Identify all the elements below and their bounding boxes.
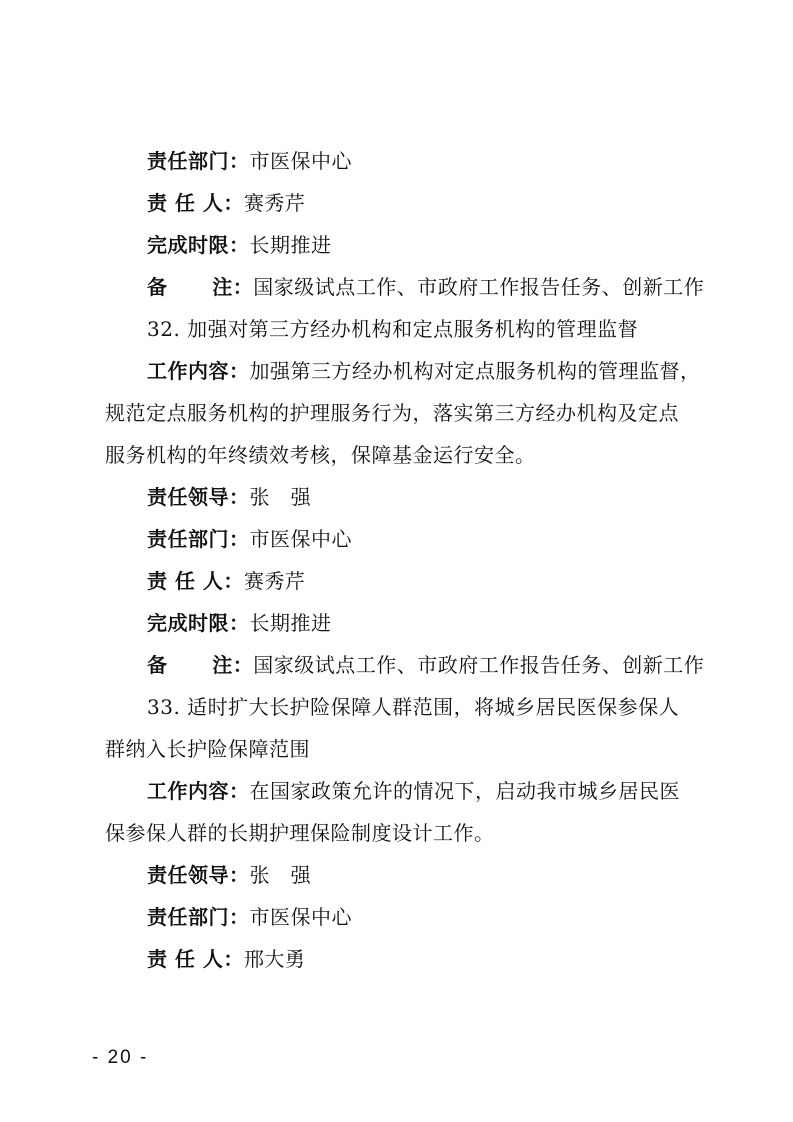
s32-deadline-value: 长期推进 bbox=[249, 611, 332, 635]
s32-content-line3: 服务机构的年终绩效考核，保障基金运行安全。 bbox=[105, 443, 536, 467]
s33-dept-label: 责任部门： bbox=[147, 905, 250, 929]
s31-person-label: 责 任 人： bbox=[147, 191, 244, 215]
s32-note-value: 国家级试点工作、市政府工作报告任务、创新工作 bbox=[253, 653, 705, 677]
s31-person-row bbox=[147, 190, 305, 216]
s31-person-value: 赛秀芹 bbox=[243, 191, 306, 215]
s31-deadline-label: 完成时限： bbox=[147, 233, 250, 257]
s32-person-value: 赛秀芹 bbox=[243, 569, 306, 593]
s33-content-line2: 保参保人群的长期护理保险制度设计工作。 bbox=[105, 821, 495, 845]
s33-content-row bbox=[147, 778, 680, 804]
s33-person-row bbox=[147, 946, 305, 972]
s32-deadline-row bbox=[147, 610, 332, 636]
s32-person-row bbox=[147, 568, 305, 594]
s32-title: 32. 加强对第三方经办机构和定点服务机构的管理监督 bbox=[147, 317, 639, 341]
page-number: - 20 - bbox=[92, 1047, 149, 1068]
s32-dept-row bbox=[147, 526, 352, 552]
s33-person-value: 邢大勇 bbox=[243, 947, 306, 971]
s31-note-row bbox=[147, 274, 704, 300]
s31-note-label: 备 注： bbox=[147, 275, 254, 299]
s33-person-label: 责 任 人： bbox=[147, 947, 244, 971]
s31-dept-row bbox=[147, 148, 352, 174]
s32-content-label: 工作内容： bbox=[147, 359, 250, 383]
s31-dept-label: 责任部门： bbox=[147, 149, 250, 173]
s32-dept-label: 责任部门： bbox=[147, 527, 250, 551]
s32-person-label: 责 任 人： bbox=[147, 569, 244, 593]
s33-leader-value: 张 强 bbox=[249, 863, 312, 887]
s33-leader-row bbox=[147, 862, 311, 888]
s32-leader-value: 张 强 bbox=[249, 485, 312, 509]
s32-deadline-label: 完成时限： bbox=[147, 611, 250, 635]
s32-note-label: 备 注： bbox=[147, 653, 254, 677]
s33-dept-value: 市医保中心 bbox=[249, 905, 352, 929]
s32-note-row bbox=[147, 652, 704, 678]
s33-content-label: 工作内容： bbox=[147, 779, 250, 803]
s32-dept-value: 市医保中心 bbox=[249, 527, 352, 551]
s31-dept-value: 市医保中心 bbox=[249, 149, 352, 173]
s31-note-value: 国家级试点工作、市政府工作报告任务、创新工作 bbox=[253, 275, 705, 299]
s31-deadline-value: 长期推进 bbox=[249, 233, 332, 257]
s33-dept-row bbox=[147, 904, 352, 930]
s33-title-line1: 33. 适时扩大长护险保障人群范围，将城乡居民医保参保人 bbox=[147, 695, 680, 719]
s33-leader-label: 责任领导： bbox=[147, 863, 250, 887]
s31-deadline-row bbox=[147, 232, 332, 258]
s33-title-line2: 群纳入长护险保障范围 bbox=[105, 737, 310, 761]
s32-content-row bbox=[147, 358, 701, 384]
s32-leader-row bbox=[147, 484, 311, 510]
s32-content-line2: 规范定点服务机构的护理服务行为，落实第三方经办机构及定点 bbox=[105, 401, 679, 425]
s32-leader-label: 责任领导： bbox=[147, 485, 250, 509]
s33-content-line1: 在国家政策允许的情况下，启动我市城乡居民医 bbox=[249, 779, 680, 803]
s32-content-line1: 加强第三方经办机构对定点服务机构的管理监督， bbox=[249, 359, 701, 383]
